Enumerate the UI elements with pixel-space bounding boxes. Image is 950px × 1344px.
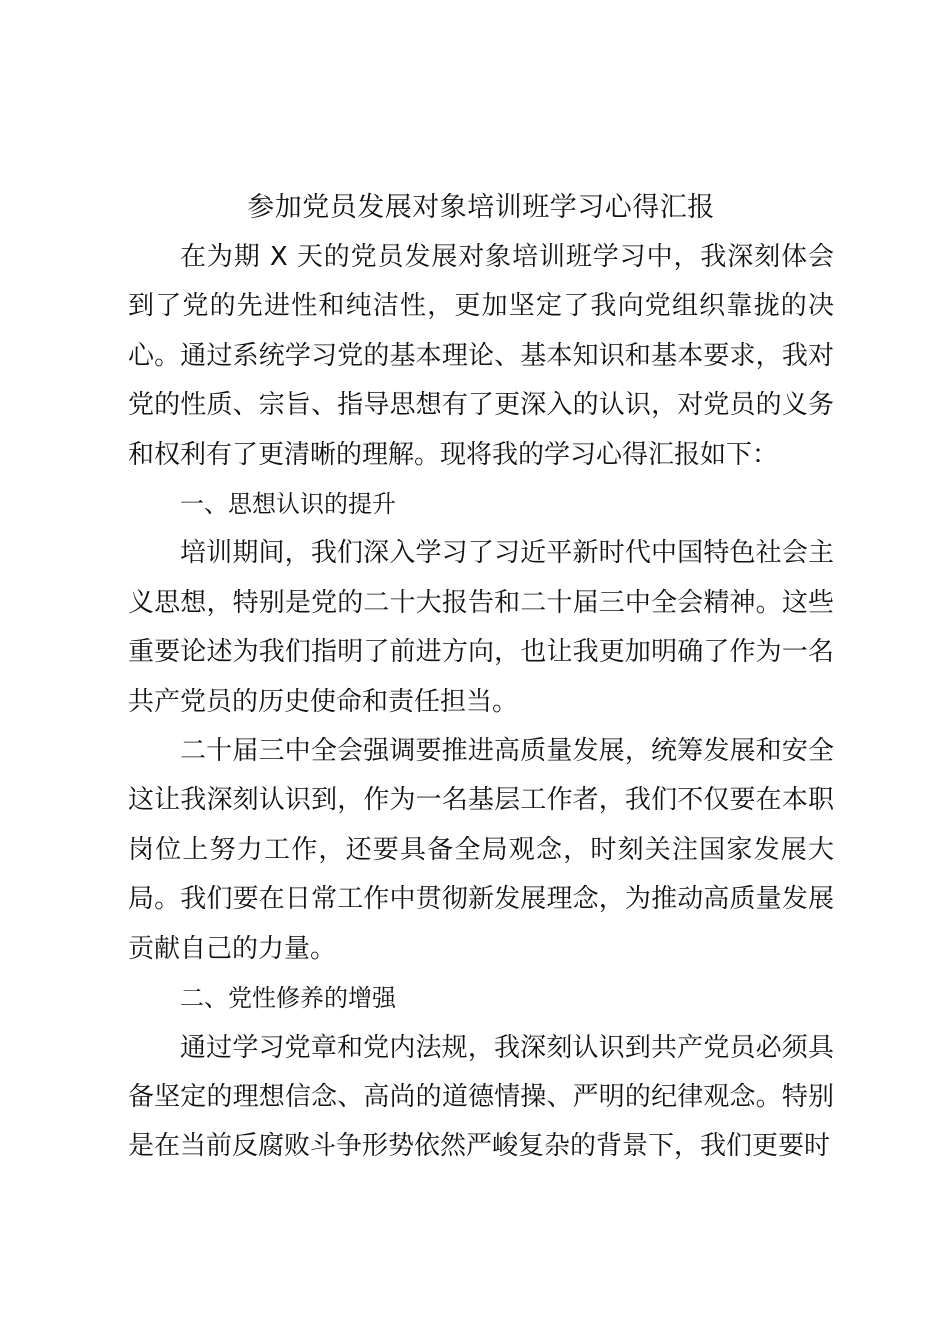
body-paragraph: 培训期间，我们深入学习了习近平新时代中国特色社会主义思想，特别是党的二十大报告和二十届三中全会精神。这些重要论述为我们指明了前进方向，也让我更加明确了作为一名共产党员的历史使命和责任担当。 [128, 538, 834, 717]
body-paragraph: 二十届三中全会强调要推进高质量发展，统筹发展和安全这让我深刻认识到，作为一名基层工作者，我们不仅要在本职岗位上努力工作，还要具备全局观念，时刻关注国家发展大局。我们要在日常工作中贯彻新发展理念，为推动高质量发展贡献自己的力量。 [128, 736, 834, 964]
body-paragraph: 通过学习党章和党内法规，我深刻认识到共产党员必须具备坚定的理想信念、高尚的道德情操、严明的纪律观念。特别是在当前反腐败斗争形势依然严峻复杂的背景下，我们更要时 [128, 1032, 834, 1162]
document-title: 参加党员发展对象培训班学习心得汇报 [247, 192, 715, 223]
intro-paragraph: 在为期 X 天的党员发展对象培训班学习中，我深刻体会到了党的先进性和纯洁性，更加坚定了我向党组织靠拢的决心。通过系统学习党的基本理论、基本知识和基本要求，我对党的性质、宗旨、指导思想有了更深入的认识，对党员的义务和权利有了更清晰的理解。现将我的学习心得汇报如下： [128, 242, 834, 470]
section-heading-party-spirit: 二、党性修养的增强 [180, 984, 396, 1013]
document-body [128, 183, 834, 1172]
section-heading-thought: 一、思想认识的提升 [180, 490, 396, 519]
